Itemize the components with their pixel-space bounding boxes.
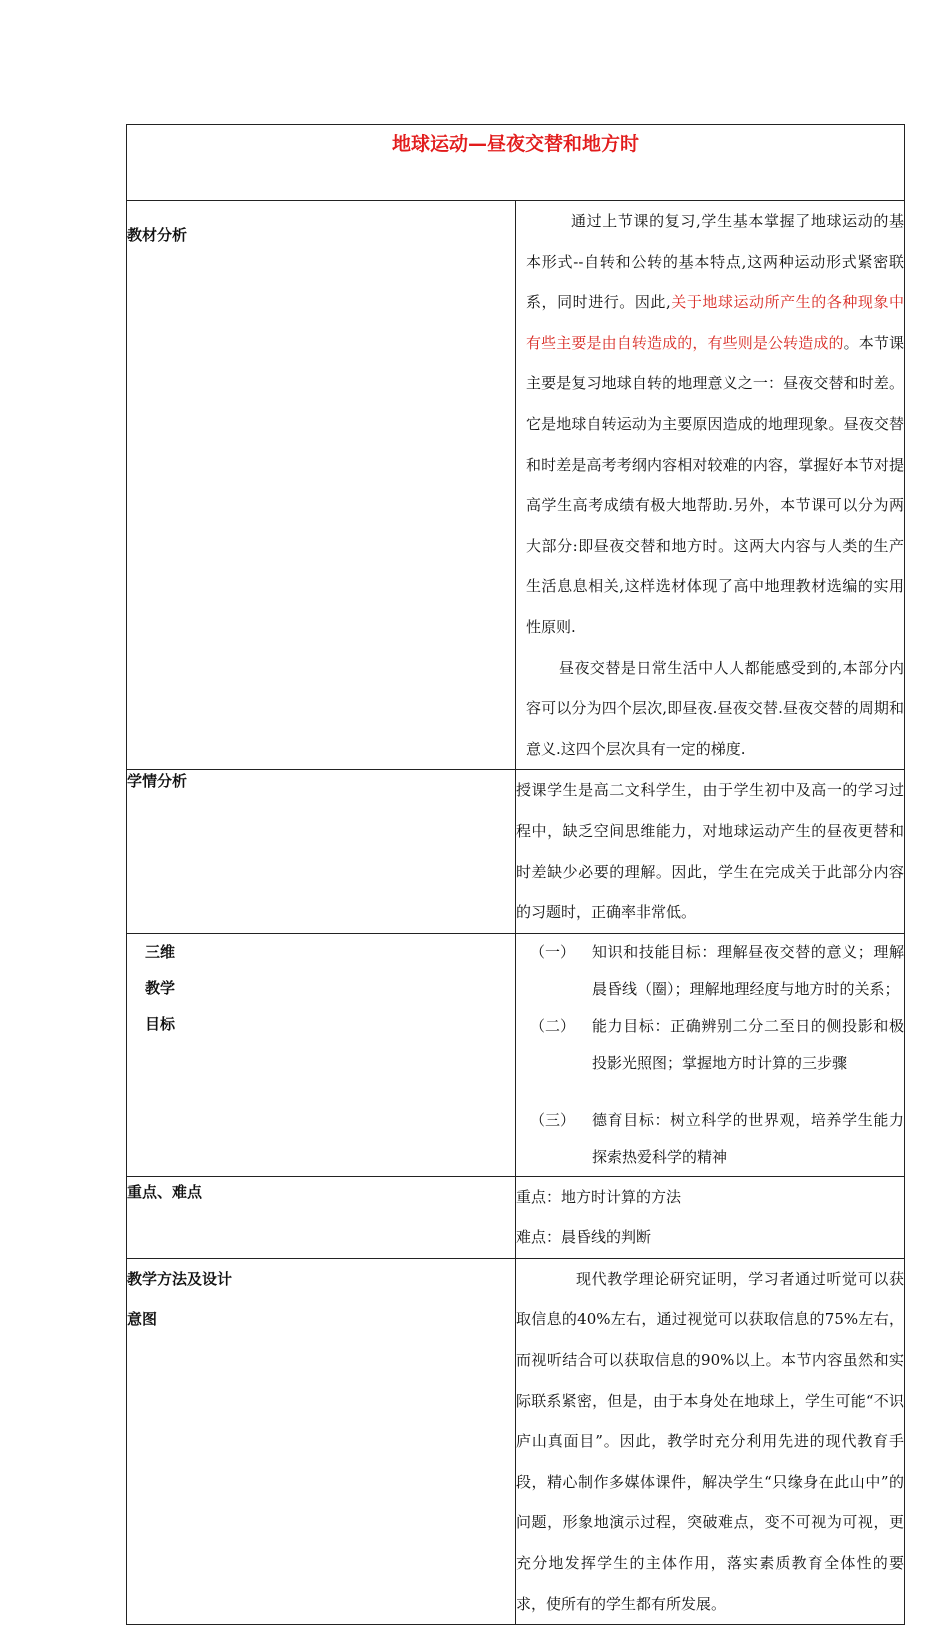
- goals-content: [516, 933, 905, 1176]
- material-analysis-content: [516, 201, 905, 770]
- title-row: [127, 125, 905, 201]
- difficult-point: 难点：晨昏线的判断: [516, 1228, 652, 1247]
- learner-analysis-row: [127, 770, 905, 933]
- keypoints-content: [516, 1176, 905, 1258]
- key-point: 重点：地方时计算的方法: [516, 1187, 682, 1206]
- goals-row: [127, 933, 905, 1176]
- goal-item: （一） 知识和技能目标：理解昼夜交替的意义；理解晨昏线（圈）；理解地理经度与地方时的关系；: [530, 942, 904, 998]
- method-row: [127, 1258, 905, 1624]
- goals-label: 三维 教学 目标: [127, 933, 516, 1176]
- highlighted-text: 关于地球运动所产生的各种现象中有些主要是由自转造成的，有些则是公转造成的: [526, 293, 904, 352]
- material-analysis-label: 教材分析: [127, 201, 516, 770]
- material-paragraph-2: 昼夜交替是日常生活中人人都能感受到的,本部分内容可以分为四个层次,即昼夜.昼夜交替.昼夜交替的周期和意义.这四个层次具有一定的梯度.: [526, 658, 904, 758]
- lesson-plan-table: [126, 124, 905, 1625]
- document-title: 地球运动—昼夜交替和地方时: [391, 133, 639, 155]
- method-paragraph: 现代教学理论研究证明，学习者通过听觉可以获取信息的40%左右，通过视觉可以获取信息的75%左右，而视听结合可以获取信息的90%以上。本节内容虽然和实际联系紧密，但是，由于本身处在地球上，学生可能“不识庐山真面目”。因此，教学时充分利用先进的现代教育手段，精心制作多媒体课件，解决学生“只缘身在此山中”的问题，形象地演示过程，突破难点，变不可视为可视，更充分地发挥学生的主体作用，落实素质教育全体性的要求，使所有的学生都有所发展。: [516, 1269, 904, 1613]
- learner-analysis-label: 学情分析: [127, 770, 516, 933]
- goal-item: （二） 能力目标：正确辨别二分二至日的侧投影和极投影光照图；掌握地方时计算的三步骤: [530, 1016, 904, 1072]
- keypoints-label: 重点、难点: [127, 1176, 516, 1258]
- material-paragraph-1: 通过上节课的复习,学生基本掌握了地球运动的基本形式--自转和公转的基本特点,这两种运动形式紧密联系，同时进行。因此,关于地球运动所产生的各种现象中有些主要是由自转造成的，有些则是公转造成的。本节课主要是复习地球自转的地理意义之一：昼夜交替和时差。它是地球自转运动为主要原因造成的地理现象。昼夜交替和时差是高考考纲内容相对较难的内容，掌握好本节对提高学生高考成绩有极大地帮助.另外，本节课可以分为两大部分:即昼夜交替和地方时。这两大内容与人类的生产生活息息相关,这样选材体现了高中地理教材选编的实用性原则.: [526, 212, 904, 636]
- learner-analysis-content: 授课学生是高二文科学生，由于学生初中及高一的学习过程中，缺乏空间思维能力，对地球运动产生的昼夜更替和时差缺少必要的理解。因此，学生在完成关于此部分内容的习题时，正确率非常低。: [516, 770, 905, 933]
- keypoints-row: [127, 1176, 905, 1258]
- goal-item: （三） 德育目标：树立科学的世界观，培养学生能力探索热爱科学的精神: [530, 1110, 904, 1166]
- method-content: [516, 1258, 905, 1624]
- method-label: 教学方法及设计 意图: [127, 1258, 516, 1624]
- title-cell: [127, 125, 905, 201]
- material-analysis-row: [127, 201, 905, 770]
